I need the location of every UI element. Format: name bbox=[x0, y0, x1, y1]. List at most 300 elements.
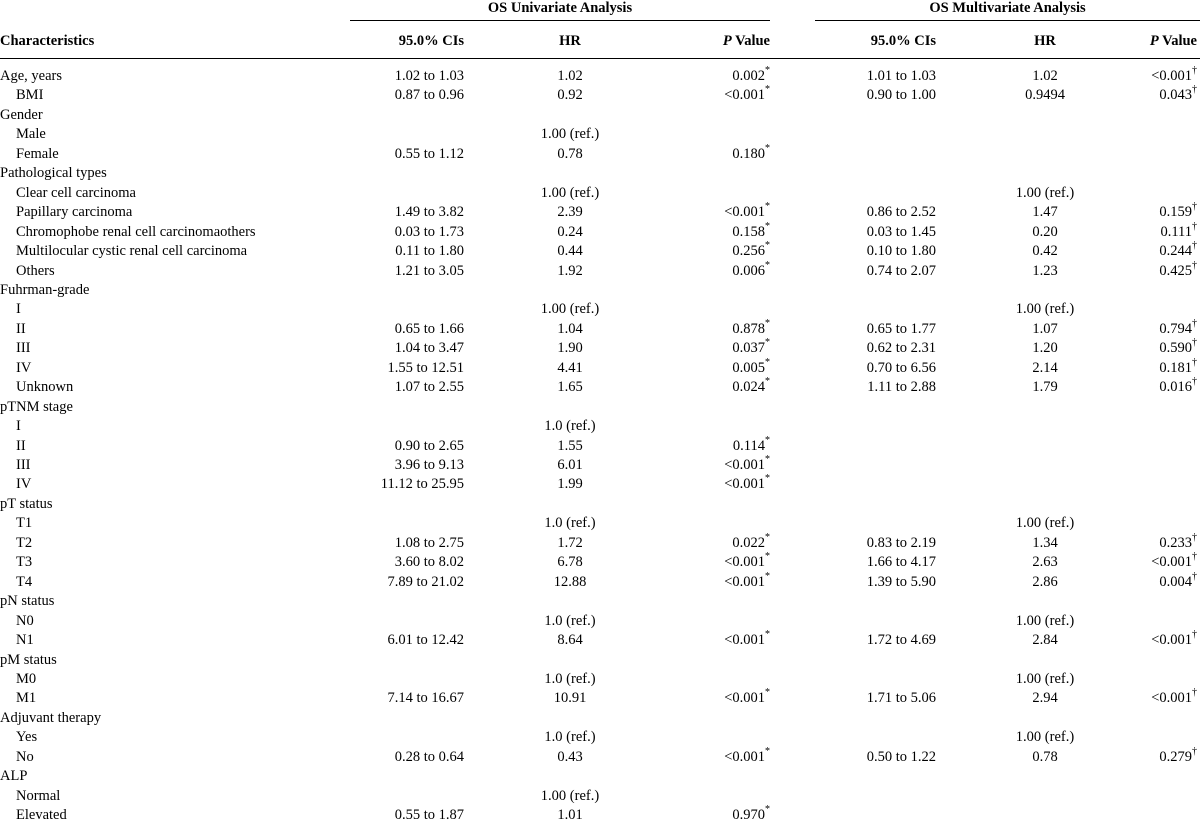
cell-uni-p bbox=[640, 86, 770, 105]
cell-value: 0.256 bbox=[732, 243, 765, 260]
significance-marker: † bbox=[1192, 240, 1197, 252]
cell-value: 1.04 to 3.47 bbox=[394, 340, 464, 357]
cell-value: 0.55 to 1.12 bbox=[394, 145, 464, 162]
cell-multi-ci bbox=[820, 67, 936, 86]
cell-uni-ci bbox=[350, 242, 464, 261]
cell-value: 1.02 to 1.03 bbox=[394, 68, 464, 84]
cell-value: 1.79 bbox=[1032, 379, 1058, 396]
cell-value: <0.001 bbox=[1151, 554, 1192, 571]
table-row bbox=[0, 259, 1200, 281]
row-label: I bbox=[16, 418, 21, 435]
row-label: T3 bbox=[16, 554, 33, 571]
cell-multi-p bbox=[1060, 356, 1197, 378]
cell-value: 1.39 to 5.90 bbox=[866, 573, 936, 590]
significance-marker: * bbox=[765, 240, 770, 252]
cell-value: 0.181 bbox=[1159, 359, 1192, 376]
cell-value: 1.0 (ref.) bbox=[544, 612, 596, 629]
group-header-univariate: OS Univariate Analysis bbox=[487, 0, 633, 16]
cell-value: 0.10 to 1.80 bbox=[866, 243, 936, 260]
row-label: pTNM stage bbox=[0, 398, 73, 415]
col-header-multi-hr: HR bbox=[1034, 33, 1056, 49]
table-row bbox=[0, 220, 1200, 242]
cell-value: <0.001 bbox=[1151, 632, 1192, 649]
row-label: BMI bbox=[16, 87, 44, 104]
cell-value: 1.0 (ref.) bbox=[544, 515, 596, 532]
significance-marker: * bbox=[765, 570, 770, 582]
significance-marker: * bbox=[765, 65, 770, 76]
cell-value: 2.39 bbox=[557, 204, 583, 221]
table-row bbox=[0, 531, 1200, 553]
cell-uni-hr bbox=[530, 553, 610, 572]
cell-value: 0.03 to 1.45 bbox=[866, 223, 936, 240]
group-rule-univariate bbox=[350, 20, 770, 21]
cell-value: 3.96 to 9.13 bbox=[394, 457, 464, 473]
cell-multi-ci bbox=[820, 242, 936, 261]
cell-uni-hr bbox=[530, 670, 610, 689]
row-label: Male bbox=[16, 126, 46, 143]
cell-value: 0.42 bbox=[1032, 243, 1058, 260]
table-row bbox=[0, 612, 1200, 631]
significance-marker: * bbox=[765, 745, 770, 757]
table-row bbox=[0, 553, 1200, 572]
table-row bbox=[0, 670, 1200, 689]
row-label: T1 bbox=[16, 515, 33, 532]
header-rule bbox=[0, 58, 1200, 59]
table-row bbox=[0, 142, 1200, 164]
cell-value: <0.001 bbox=[724, 87, 765, 104]
cell-uni-ci bbox=[350, 67, 464, 86]
cell-uni-ci bbox=[350, 339, 464, 358]
cell-value: 1.04 bbox=[557, 320, 583, 337]
row-label: II bbox=[16, 437, 26, 454]
significance-marker: * bbox=[765, 142, 770, 154]
cell-uni-p bbox=[640, 434, 770, 456]
cell-value: 0.970 bbox=[732, 807, 765, 824]
cell-uni-ci bbox=[350, 86, 464, 105]
cell-multi-p bbox=[1060, 689, 1197, 708]
cell-uni-ci bbox=[350, 359, 464, 378]
cell-uni-hr bbox=[530, 203, 610, 222]
cell-value: 8.64 bbox=[557, 632, 583, 649]
row-label: Normal bbox=[16, 787, 61, 804]
cell-value: 2.63 bbox=[1032, 554, 1058, 571]
row-label: N1 bbox=[16, 632, 34, 649]
cell-value: <0.001 bbox=[724, 748, 765, 765]
cell-value: 0.233 bbox=[1159, 534, 1192, 551]
cell-value: 0.006 bbox=[732, 262, 765, 279]
cell-uni-hr bbox=[530, 300, 610, 319]
cell-uni-hr bbox=[530, 242, 610, 261]
significance-marker: † bbox=[1192, 570, 1197, 582]
cell-value: 1.00 (ref.) bbox=[1015, 670, 1075, 687]
cell-value: <0.001 bbox=[724, 690, 765, 707]
cell-uni-hr bbox=[530, 320, 610, 339]
cell-value: 10.91 bbox=[553, 690, 587, 707]
table-row bbox=[0, 317, 1200, 339]
row-label: pT status bbox=[0, 495, 53, 512]
cell-uni-ci bbox=[350, 631, 464, 650]
table-row bbox=[0, 631, 1200, 650]
cell-multi-p bbox=[1060, 631, 1197, 650]
significance-marker: * bbox=[765, 473, 770, 485]
significance-marker: * bbox=[765, 629, 770, 641]
cell-value: 0.92 bbox=[557, 87, 583, 104]
cell-uni-ci bbox=[350, 806, 464, 825]
table-row bbox=[0, 378, 1200, 397]
cell-multi-ci bbox=[820, 573, 936, 592]
significance-marker: * bbox=[765, 454, 770, 465]
significance-marker: † bbox=[1192, 356, 1197, 368]
table-row bbox=[0, 434, 1200, 456]
cell-uni-hr bbox=[530, 689, 610, 708]
cell-multi-p bbox=[1060, 531, 1197, 553]
row-label: Papillary carcinoma bbox=[16, 204, 133, 221]
row-label: Unknown bbox=[16, 379, 74, 396]
cell-value: 1.47 bbox=[1032, 204, 1058, 221]
cell-uni-hr bbox=[530, 456, 610, 475]
cell-uni-hr bbox=[530, 573, 610, 592]
cell-uni-hr bbox=[530, 359, 610, 378]
significance-marker: * bbox=[765, 317, 770, 329]
cell-uni-hr bbox=[530, 437, 610, 456]
cell-value: 0.90 to 2.65 bbox=[394, 437, 464, 454]
cell-multi-ci bbox=[820, 378, 936, 397]
cell-value: 1.0 (ref.) bbox=[544, 670, 596, 687]
cell-value: <0.001 bbox=[724, 457, 765, 473]
cell-uni-hr bbox=[530, 67, 610, 86]
cell-value: 0.180 bbox=[732, 145, 765, 162]
cell-uni-p bbox=[640, 456, 770, 475]
cell-uni-hr bbox=[530, 475, 610, 494]
row-label: Gender bbox=[0, 106, 43, 123]
table-row bbox=[0, 592, 1200, 611]
cell-uni-hr bbox=[530, 787, 610, 806]
cell-value: 1.72 to 4.69 bbox=[866, 632, 936, 649]
significance-marker: † bbox=[1192, 745, 1197, 757]
table-row bbox=[0, 806, 1200, 825]
table-row bbox=[0, 203, 1200, 222]
cell-uni-ci bbox=[350, 145, 464, 164]
cell-value: 0.50 to 1.22 bbox=[866, 748, 936, 765]
cell-value: 0.44 bbox=[557, 243, 583, 260]
cell-value: 0.9494 bbox=[1025, 87, 1065, 104]
row-label: Clear cell carcinoma bbox=[16, 184, 136, 201]
cell-uni-ci bbox=[350, 456, 464, 475]
cell-multi-p bbox=[1060, 745, 1197, 767]
cell-value: 0.87 to 0.96 bbox=[394, 87, 464, 104]
cell-value: 6.78 bbox=[557, 554, 583, 571]
cell-multi-p bbox=[1060, 339, 1197, 358]
cell-multi-p bbox=[1060, 259, 1197, 281]
cell-multi-hr bbox=[1005, 728, 1085, 747]
col-header-uni-hr: HR bbox=[559, 33, 581, 49]
cell-value: 1.0 (ref.) bbox=[544, 729, 596, 746]
cell-value: 0.244 bbox=[1159, 243, 1192, 260]
cell-value: 0.114 bbox=[732, 437, 765, 454]
significance-marker: † bbox=[1192, 201, 1197, 213]
significance-marker: † bbox=[1192, 259, 1197, 271]
cell-value: 1.21 to 3.05 bbox=[394, 262, 464, 279]
cell-uni-hr bbox=[530, 417, 610, 436]
cell-value: 0.590 bbox=[1159, 340, 1192, 357]
p-rest: Value bbox=[731, 33, 770, 49]
table-row bbox=[0, 339, 1200, 358]
cell-uni-p bbox=[640, 531, 770, 553]
row-label: M0 bbox=[16, 670, 37, 687]
cell-value: <0.001 bbox=[724, 573, 765, 590]
significance-marker: * bbox=[765, 687, 770, 699]
cell-value: 1.72 bbox=[557, 534, 583, 551]
table-row bbox=[0, 514, 1200, 533]
table-row bbox=[0, 475, 1200, 494]
cell-uni-p bbox=[640, 378, 770, 397]
cell-value: 1.49 to 3.82 bbox=[394, 204, 464, 221]
cell-multi-hr bbox=[1005, 670, 1085, 689]
cell-value: 1.02 bbox=[1032, 68, 1058, 84]
cell-value: 1.00 (ref.) bbox=[540, 301, 600, 318]
table-row bbox=[0, 281, 1200, 300]
cell-uni-p bbox=[640, 570, 770, 592]
cell-uni-hr bbox=[530, 262, 610, 281]
row-label: T4 bbox=[16, 573, 33, 590]
cell-value: 0.65 to 1.66 bbox=[394, 320, 464, 337]
row-label: Yes bbox=[16, 729, 38, 746]
row-label: pM status bbox=[0, 651, 57, 668]
cell-uni-ci bbox=[350, 748, 464, 767]
cell-uni-hr bbox=[530, 748, 610, 767]
cell-value: 1.71 to 5.06 bbox=[866, 690, 936, 707]
cell-value: 0.004 bbox=[1159, 573, 1192, 590]
cell-value: 0.86 to 2.52 bbox=[866, 204, 936, 221]
row-label: ALP bbox=[0, 768, 28, 785]
significance-marker: * bbox=[765, 220, 770, 232]
cell-multi-ci bbox=[820, 359, 936, 378]
cell-value: 6.01 bbox=[557, 457, 583, 473]
row-label: Female bbox=[16, 145, 59, 162]
cell-uni-p bbox=[640, 317, 770, 339]
cell-uni-p bbox=[640, 745, 770, 767]
cell-value: 0.024 bbox=[732, 379, 765, 396]
cell-value: <0.001 bbox=[724, 554, 765, 571]
cell-value: 0.022 bbox=[732, 534, 765, 551]
cell-value: <0.001 bbox=[1151, 68, 1192, 84]
significance-marker: † bbox=[1192, 551, 1197, 563]
cell-multi-p bbox=[1060, 317, 1197, 339]
cell-value: 0.037 bbox=[732, 340, 765, 357]
cell-uni-hr bbox=[530, 145, 610, 164]
significance-marker: † bbox=[1192, 376, 1197, 388]
cell-value: 0.20 bbox=[1032, 223, 1058, 240]
table-row bbox=[0, 86, 1200, 105]
row-label: II bbox=[16, 320, 26, 337]
cell-value: <0.001 bbox=[1151, 690, 1192, 707]
cell-value: 0.878 bbox=[732, 320, 765, 337]
cell-multi-p bbox=[1060, 86, 1197, 105]
cell-value: 0.74 to 2.07 bbox=[866, 262, 936, 279]
cell-uni-p bbox=[640, 475, 770, 494]
cell-value: 0.11 to 1.80 bbox=[395, 243, 464, 260]
col-header-uni-ci: 95.0% CIs bbox=[398, 33, 464, 49]
cell-multi-hr bbox=[1005, 514, 1085, 533]
table-row bbox=[0, 300, 1200, 319]
cell-value: <0.001 bbox=[724, 204, 765, 221]
cell-value: 0.279 bbox=[1159, 748, 1192, 765]
row-label: III bbox=[16, 457, 31, 473]
cell-value: 0.425 bbox=[1159, 262, 1192, 279]
cell-value: 1.11 to 2.88 bbox=[867, 379, 936, 396]
cell-value: 1.00 (ref.) bbox=[1015, 515, 1075, 532]
row-label: III bbox=[16, 340, 31, 357]
cell-value: 0.111 bbox=[1160, 223, 1192, 240]
cell-uni-hr bbox=[530, 728, 610, 747]
significance-marker: * bbox=[765, 337, 770, 349]
cell-value: 11.12 to 25.95 bbox=[380, 476, 464, 493]
p-italic: P bbox=[722, 33, 732, 49]
significance-marker: † bbox=[1192, 337, 1197, 349]
p-rest: Value bbox=[1158, 33, 1197, 49]
cell-value: 1.34 bbox=[1032, 534, 1058, 551]
cell-multi-ci bbox=[820, 223, 936, 242]
cell-uni-hr bbox=[530, 339, 610, 358]
cell-value: 0.55 to 1.87 bbox=[394, 807, 464, 824]
cell-uni-ci bbox=[350, 223, 464, 242]
cell-multi-ci bbox=[820, 203, 936, 222]
col-header-multi-p bbox=[1060, 32, 1197, 51]
cell-value: 1.00 (ref.) bbox=[1015, 301, 1075, 318]
group-rule-multivariate bbox=[815, 20, 1200, 21]
table-row bbox=[0, 125, 1200, 144]
cell-value: 1.00 (ref.) bbox=[540, 787, 600, 804]
row-label: N0 bbox=[16, 612, 34, 629]
cell-uni-p bbox=[640, 806, 770, 825]
significance-marker: * bbox=[765, 356, 770, 368]
table-row bbox=[0, 356, 1200, 378]
cell-uni-hr bbox=[530, 631, 610, 650]
cell-value: 0.24 bbox=[557, 223, 583, 240]
cell-value: 1.00 (ref.) bbox=[540, 184, 600, 201]
cell-multi-p bbox=[1060, 203, 1197, 222]
cell-value: 1.08 to 2.75 bbox=[394, 534, 464, 551]
cell-multi-ci bbox=[820, 689, 936, 708]
cell-value: 1.65 bbox=[557, 379, 583, 396]
cell-uni-p bbox=[640, 689, 770, 708]
significance-marker: * bbox=[765, 259, 770, 271]
cell-uni-ci bbox=[350, 553, 464, 572]
significance-marker: * bbox=[765, 531, 770, 543]
row-label: Chromophobe renal cell carcinomaothers bbox=[16, 223, 256, 240]
row-label: IV bbox=[16, 359, 32, 376]
table-row bbox=[0, 689, 1200, 708]
p-italic: P bbox=[1149, 33, 1159, 49]
cell-multi-hr bbox=[1005, 184, 1085, 203]
cell-value: 4.41 bbox=[557, 359, 583, 376]
cell-value: 0.03 to 1.73 bbox=[394, 223, 464, 240]
cell-uni-p bbox=[640, 339, 770, 358]
table-row bbox=[0, 495, 1200, 514]
cell-value: 6.01 to 12.42 bbox=[387, 632, 464, 649]
cell-uni-p bbox=[640, 553, 770, 572]
cell-value: 1.01 bbox=[557, 807, 583, 824]
cell-value: 0.83 to 2.19 bbox=[866, 534, 936, 551]
cell-uni-hr bbox=[530, 378, 610, 397]
row-label: I bbox=[16, 301, 21, 318]
cell-value: 1.00 (ref.) bbox=[1015, 612, 1075, 629]
table-row bbox=[0, 745, 1200, 767]
significance-marker: * bbox=[765, 434, 770, 446]
cell-value: 1.00 (ref.) bbox=[1015, 729, 1075, 746]
cell-uni-hr bbox=[530, 514, 610, 533]
cell-multi-ci bbox=[820, 320, 936, 339]
cell-value: 1.07 to 2.55 bbox=[394, 379, 464, 396]
table-row bbox=[0, 398, 1200, 417]
table-row bbox=[0, 787, 1200, 806]
cell-uni-ci bbox=[350, 320, 464, 339]
cell-value: 1.01 to 1.03 bbox=[866, 68, 936, 84]
cell-value: 1.92 bbox=[557, 262, 583, 279]
cell-value: 3.60 to 8.02 bbox=[394, 554, 464, 571]
cell-value: 1.00 (ref.) bbox=[540, 126, 600, 143]
cell-value: 7.14 to 16.67 bbox=[387, 690, 464, 707]
table-row bbox=[0, 67, 1200, 86]
cell-value: 2.94 bbox=[1032, 690, 1058, 707]
cell-value: 0.159 bbox=[1159, 204, 1192, 221]
cell-value: 2.14 bbox=[1032, 359, 1058, 376]
cell-value: 0.043 bbox=[1159, 87, 1192, 104]
cell-value: 0.158 bbox=[732, 223, 765, 240]
significance-marker: * bbox=[765, 376, 770, 388]
cell-value: 2.84 bbox=[1032, 632, 1058, 649]
cell-uni-hr bbox=[530, 184, 610, 203]
significance-marker: * bbox=[765, 84, 770, 96]
cell-uni-p bbox=[640, 220, 770, 242]
cell-uni-p bbox=[640, 67, 770, 86]
table-row bbox=[0, 417, 1200, 436]
cell-value: 1.07 bbox=[1032, 320, 1058, 337]
cell-value: <0.001 bbox=[724, 632, 765, 649]
cell-uni-hr bbox=[530, 86, 610, 105]
table-row bbox=[0, 106, 1200, 125]
cell-uni-hr bbox=[530, 223, 610, 242]
table-row bbox=[0, 767, 1200, 786]
cell-value: 0.62 to 2.31 bbox=[866, 340, 936, 357]
cell-value: 0.78 bbox=[1032, 748, 1058, 765]
cell-uni-ci bbox=[350, 437, 464, 456]
significance-marker: † bbox=[1192, 84, 1197, 96]
cell-multi-ci bbox=[820, 534, 936, 553]
cell-multi-hr bbox=[1005, 300, 1085, 319]
cell-multi-ci bbox=[820, 262, 936, 281]
cell-multi-hr bbox=[1005, 612, 1085, 631]
cell-value: <0.001 bbox=[724, 476, 765, 493]
cell-uni-p bbox=[640, 142, 770, 164]
row-label: Age, years bbox=[0, 68, 63, 84]
row-label: M1 bbox=[16, 690, 37, 707]
significance-marker: † bbox=[1192, 220, 1197, 232]
cell-value: 1.23 bbox=[1032, 262, 1058, 279]
cell-uni-hr bbox=[530, 612, 610, 631]
significance-marker: † bbox=[1192, 531, 1197, 543]
row-label: pN status bbox=[0, 593, 55, 610]
cell-value: 0.002 bbox=[732, 68, 765, 84]
cell-uni-p bbox=[640, 631, 770, 650]
cell-value: 1.20 bbox=[1032, 340, 1058, 357]
cell-value: 0.005 bbox=[732, 359, 765, 376]
cell-value: 1.02 bbox=[557, 68, 583, 84]
cell-value: 7.89 to 21.02 bbox=[387, 573, 464, 590]
cell-multi-p bbox=[1060, 378, 1197, 397]
significance-marker: * bbox=[765, 201, 770, 213]
cell-value: 0.28 to 0.64 bbox=[394, 748, 464, 765]
